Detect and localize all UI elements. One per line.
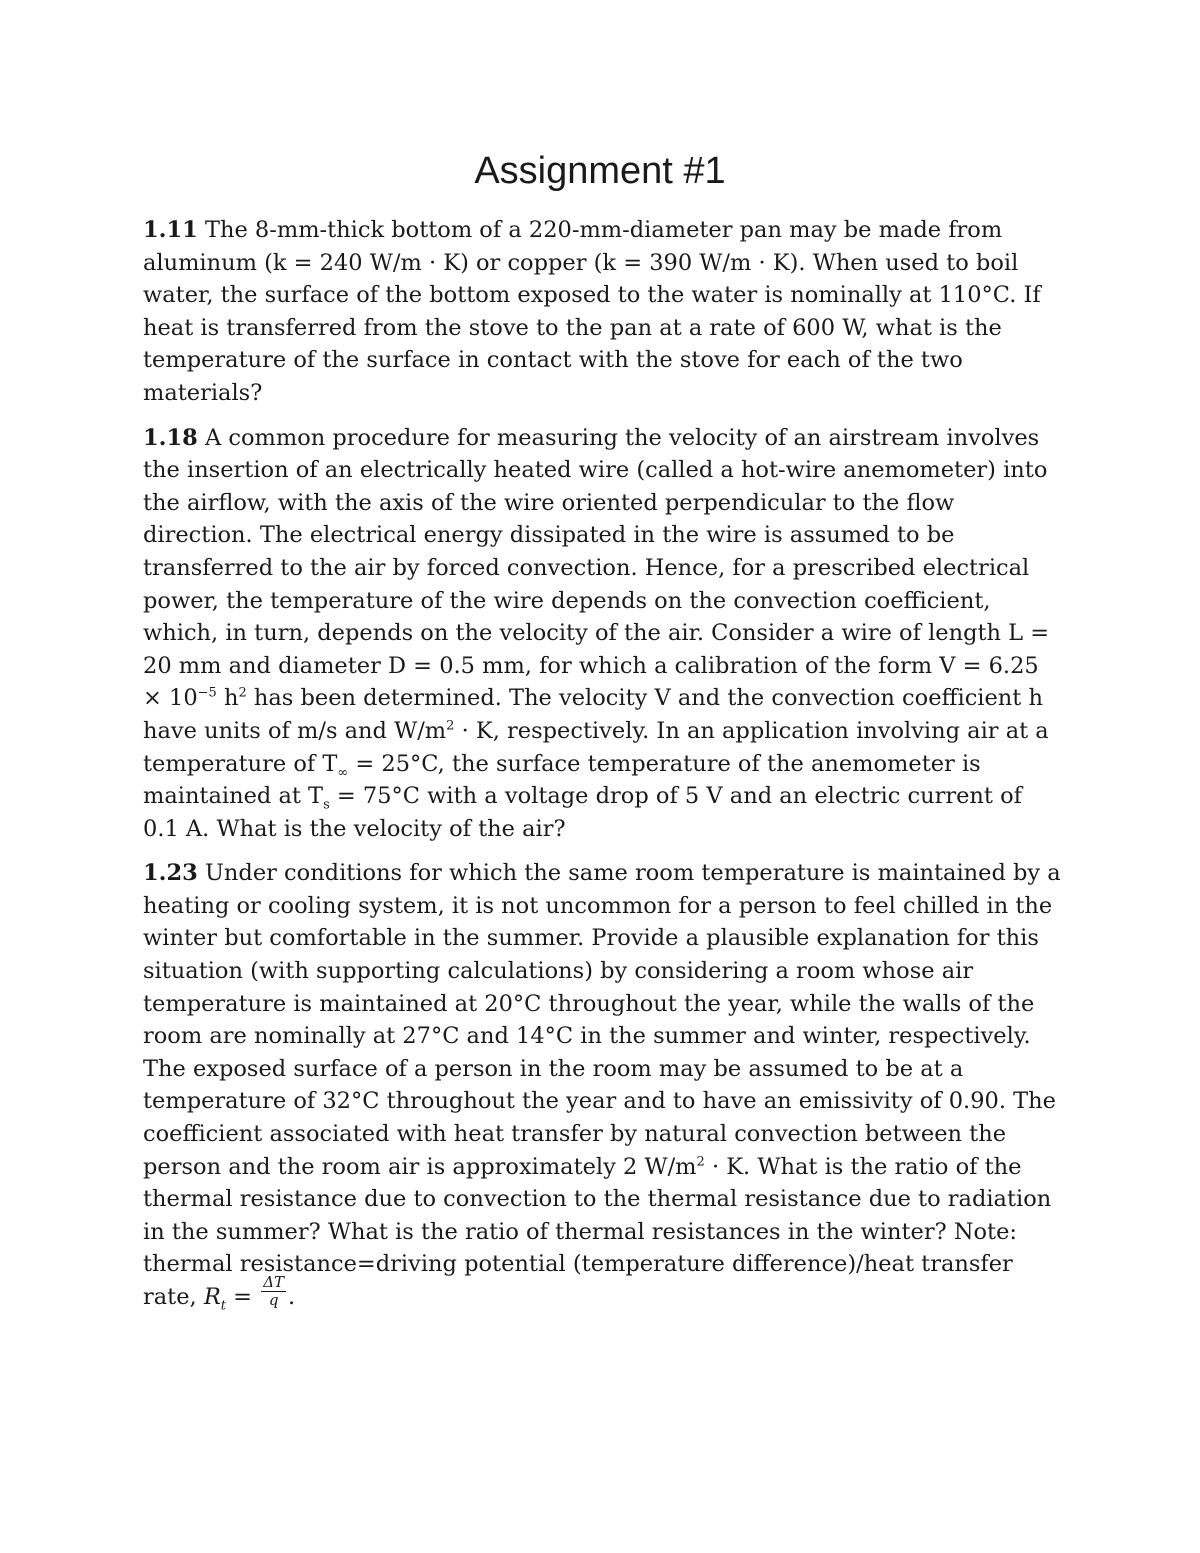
- problem-number: 1.23: [143, 860, 198, 887]
- fraction: [261, 1274, 286, 1309]
- problem-text: = 25°C, the surface temperature of the anemometer is maintained at T: [143, 750, 981, 810]
- problem-number: 1.18: [143, 424, 198, 451]
- formula-equals: =: [226, 1284, 260, 1310]
- fraction-denominator: q: [268, 1290, 279, 1309]
- problem-text: h: [216, 685, 239, 712]
- problem-text: A common procedure for measuring the velocity of an airstream involves the insertion of an electrically heated wire (called a hot-wire anemometer) into the airflow, with the axis of the wire oriented perpendicular to the flow direction. The electrical energy dissipated in the wire is assumed to be transferred to the air by forced convection. Hence, for a prescribed electrical power, the temperature of the wire depends on the convection coefficient, which, in turn, depends on the velocity of the air. Consider a wire of length L = 20 mm and diameter D = 0.5 mm, for which a calibration of the form V = 6.25 × 10: [143, 424, 1050, 712]
- subscript: s: [323, 797, 330, 813]
- exponent: 2: [696, 1154, 705, 1170]
- problem-text: · K, respectively. In an application involving air at a temperature of T: [143, 717, 1049, 777]
- exponent: 2: [446, 718, 455, 734]
- problem-text: · K. What is the ratio of the thermal resistance due to convection to the thermal resistance due to radiation in the summer? What is the ratio of thermal resistances in the winter? Note: thermal resistance=driving potential (temperature difference)/heat transfer rate,: [143, 1153, 1052, 1310]
- exponent: 2: [238, 685, 247, 701]
- problem-1-11: [143, 214, 1063, 410]
- problem-list: [143, 214, 1063, 1326]
- problem-1-18: [143, 422, 1063, 846]
- exponent: −5: [197, 685, 217, 701]
- problem-text: Under conditions for which the same room temperature is maintained by a heating or cooling system, it is not uncommon for a person to feel chilled in the winter but comfortable in the summer. Provide a plausible explanation for this situation (with supporting calculations) by considering a room whose air temperature is maintained at 20°C throughout the year, while the walls of the room are nominally at 27°C and 14°C in the summer and winter, respectively. The exposed surface of a person in the room may be assumed to be at a temperature of 32°C throughout the year and to have an emissivity of 0.90. The coefficient associated with heat transfer by natural convection between the person and the room air is approximately 2 W/m: [143, 860, 1061, 1180]
- problem-text: .: [288, 1284, 296, 1310]
- problem-number: 1.11: [143, 217, 198, 243]
- problem-1-23: [143, 857, 1063, 1313]
- problem-text: The 8-mm-thick bottom of a 220-mm-diameter pan may be made from aluminum (k = 240 W/m · K) or copper (k = 390 W/m · K). When used to boil water, the surface of the bottom exposed to the water is nominally at 110°C. If heat is transferred from the stove to the pan at a rate of 600 W, what is the temperature of the surface in contact with the stove for each of the two materials?: [143, 217, 1041, 406]
- formula-subscript: t: [220, 1298, 227, 1314]
- problem-text: has been determined. The velocity V and the convection coefficient h have units of m/s and W/m: [143, 685, 1043, 744]
- subscript: ∞: [337, 765, 349, 780]
- problem-text: = 75°C with a voltage drop of 5 V and an electric current of 0.1 A. What is the velocity of the air?: [143, 783, 1022, 842]
- formula-lhs: R: [203, 1284, 221, 1310]
- page-title: Assignment #1: [474, 150, 726, 192]
- fraction-numerator: ΔT: [263, 1272, 285, 1291]
